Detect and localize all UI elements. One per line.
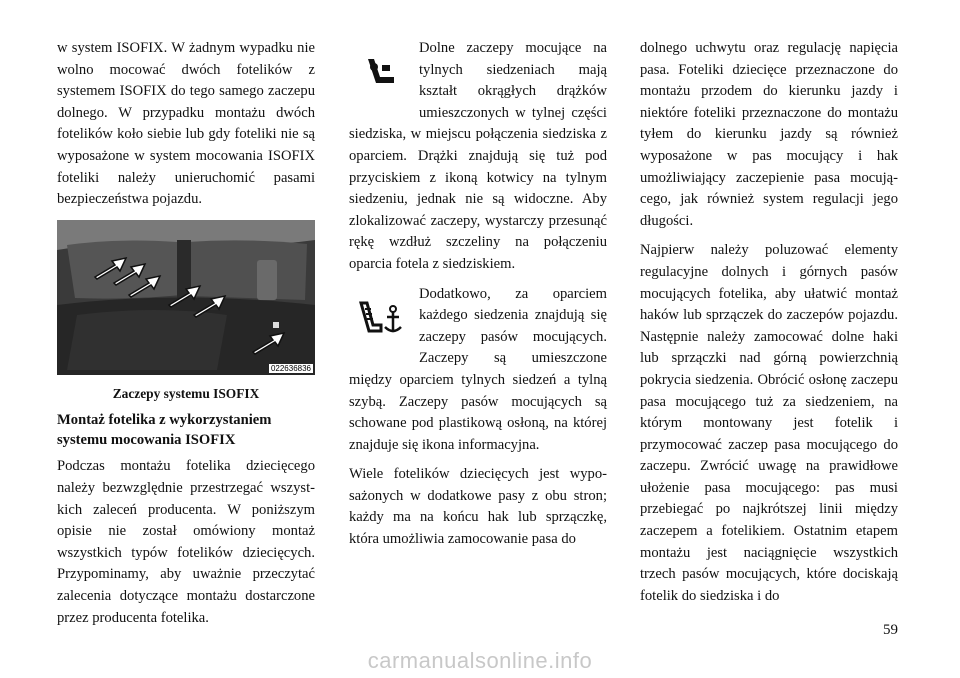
isofix-anchors-photo	[57, 220, 315, 375]
page-number: 59	[883, 622, 898, 638]
image-code: 022636836	[270, 363, 311, 373]
paragraph: Podczas montażu fotelika dziecięcego należy bezwzględnie przestrzegać wszystkich zaleceń producenta. W poniższym opisie nie został omówiony montaż wszystkich typów fotelików dziecięcych. Przypominamy, aby uważnie przeczytać zalecenia dotyczące montażu dostarczone przez producenta fotelika.	[57, 458, 315, 626]
column-middle	[349, 38, 607, 559]
paragraph: Najpierw należy poluzować elementy regulacyjne dolnych i górnych pasów mocujących fotelika, aby ułatwić montaż haków lub sprzączek do zaczepów pojazdu. Następnie należy zamocować dolne haki lub sprzączki nad górną powierzchnią pokrycia siedzenia. Obrócić osłonę zaczepu pasa mocującego tuż za siedzeniem, na którym montowany jest fotelik i przymocować zaczep pasa mocującego do zaczepu. Zwrócić uwagę na prawidłowe ułożenie pasa mocującego: pas musi przebiegać po najkrótszej linii między zaczepem a fotelikiem. Ostatnim etapem montażu jest naciągnięcie wszystkich trzech pasów mocujących, które dociskają fotelik do siedziska i do	[640, 242, 898, 604]
paragraph: w system ISOFIX. W żadnym wypadku nie wolno mocować dwóch fotelików z systemem ISOFIX do tego samego zaczepu dolnego. W przypadku montażu dwóch fotelików koło siebie lub gdy foteliki nie są wyposażone w system mocowania ISOFIX foteliki należy unieruchomić pasami bezpieczeństwa pojazdu.	[57, 40, 315, 208]
column-left	[57, 38, 315, 637]
child-seat-lower-anchor-icon	[349, 40, 411, 106]
paragraph-text: Dodatkowo, za oparciem każdego siedzenia znajdują się zaczepy pasów mocujących. Zaczepy są umieszczone między oparciem tylnych siedzeń a tylną szybą. Zaczepy pasów mocujących są schowane pod plastikową osłoną, na której znajduje się ikona informacyjna.	[349, 285, 607, 453]
section-heading: Montaż fotelika z wykorzystaniem systemu mocowania ISOFIX	[57, 412, 272, 449]
figure-caption: Zaczepy systemu ISOFIX	[112, 385, 260, 401]
paragraph-text: Dolne zaczepy mocujące na tylnych siedzeniach mają kształt okrągłych drążków umieszczonych w tylnej części siedziska, w miejscu połączenia siedziska z oparciem. Drążki znajdują się tuż pod przyciskiem z ikoną kotwicy na tylnym siedzeniu, jednak nie są widoczne. Aby zlokalizować zaczepy, wystarczy przesunąć rękę wzdłuż szczeliny na połączeniu oparcia fotela z siedziskiem.	[349, 40, 607, 272]
column-right	[640, 38, 898, 615]
paragraph: Wiele fotelików dziecięcych jest wyposażonych w dodatkowe pasy z obu stron; każdy ma na końcu hak lub sprzączkę, która umożliwia zamocowanie pasa do	[349, 466, 607, 548]
paragraph: dolnego uchwytu oraz regulację napięcia pasa. Foteliki dziecięce przeznaczone do montażu przodem do kierunku jazdy i niektóre foteliki przeznaczone do montażu tyłem do kierunku jazdy są również wyposażone w pas mocujący i hak umożliwiający zaczepienie pasa mocującego, jak również system regulacji jego długości.	[640, 40, 898, 229]
tether-anchor-icon	[349, 286, 411, 352]
paragraph-with-icon	[349, 284, 607, 457]
watermark: carmanualsonline.info	[367, 648, 593, 673]
rear-seat-illustration	[57, 220, 315, 375]
paragraph-with-icon	[349, 38, 607, 276]
